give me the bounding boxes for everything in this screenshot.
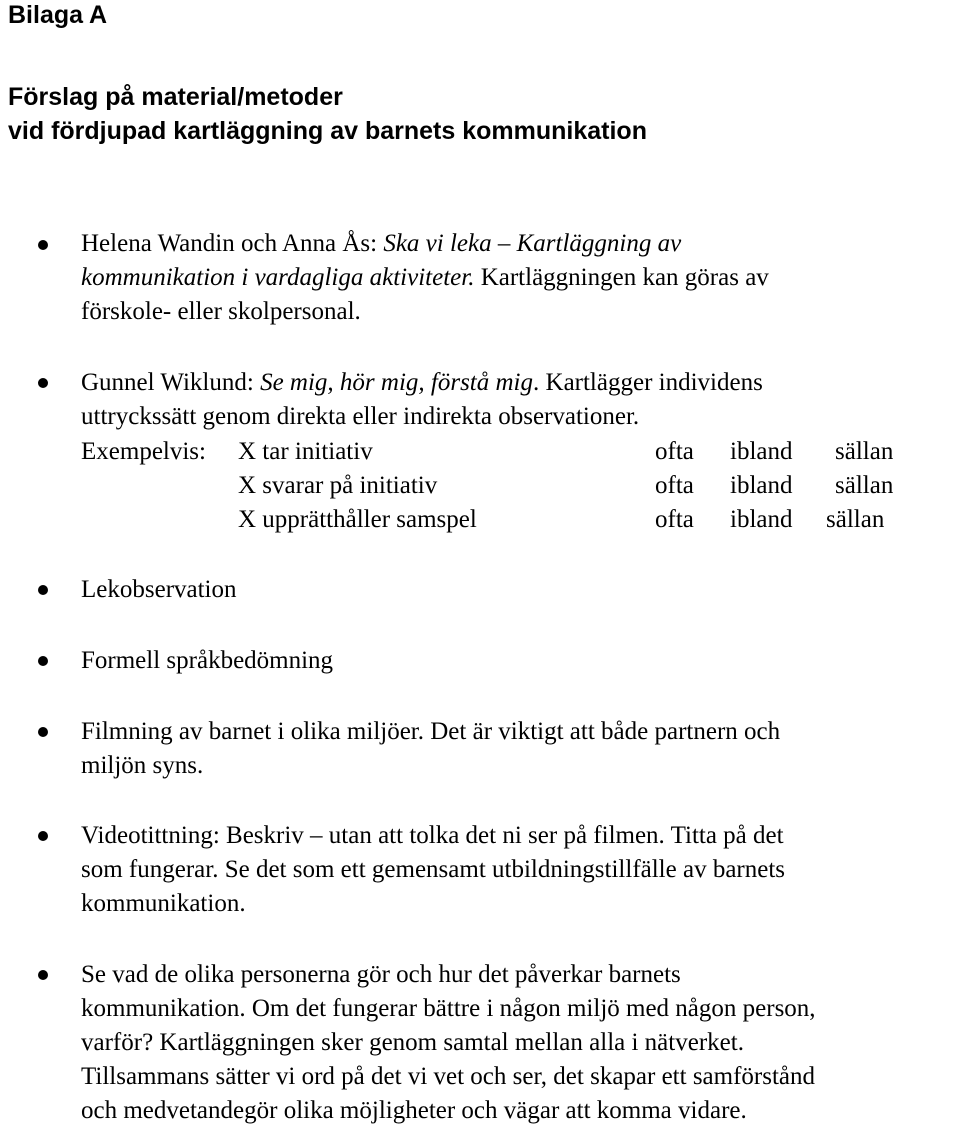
bullet-wandin-line-2: kommunikation i vardagliga aktiviteter. Kartläggningen kan göras av: [81, 264, 769, 291]
bullet-people-line-4: Tillsammans sätter vi ord på det vi vet och ser, det skapar ett samförstånd: [81, 1063, 816, 1090]
bullet-video-text: [81, 819, 951, 921]
example-label: Exempelvis:: [81, 438, 206, 465]
bullet-filming-text: [81, 715, 951, 783]
bullet-dot: [38, 240, 48, 250]
example-row-2-rarely: sällan: [835, 472, 894, 499]
bullet-dot: [38, 585, 48, 595]
bullet-people-line-2: kommunikation. Om det fungerar bättre i någon miljö med någon person,: [81, 995, 816, 1022]
bullet-wiklund-line-1: Gunnel Wiklund: Se mig, hör mig, förstå mig. Kartlägger individens: [81, 369, 763, 396]
bullet-wandin-text: [81, 227, 951, 329]
bullet-dot: [38, 727, 48, 737]
bullet-wandin-line-3: förskole- eller skolpersonal.: [81, 298, 361, 325]
bullet-wiklund-text: [81, 366, 951, 434]
bullet-people-line-5: och medvetandegör olika möjligheter och vägar att komma vidare.: [81, 1097, 747, 1124]
document-title: [8, 80, 647, 148]
bullet-filming-line-1: Filmning av barnet i olika miljöer. Det är viktigt att både partnern och: [81, 718, 781, 745]
bullet-play-line-1: Lekobservation: [81, 576, 237, 603]
example-row-1-rarely: sällan: [835, 438, 894, 465]
bullet-wandin-line-1: Helena Wandin och Anna Ås: Ska vi leka – Kartläggning av: [81, 230, 682, 257]
example-row-2-item: X svarar på initiativ: [238, 472, 438, 499]
bullet-dot: [38, 378, 48, 388]
bullet-people-line-3: varför? Kartläggningen sker genom samtal mellan alla i nätverket.: [81, 1029, 744, 1056]
example-row-2-often: ofta: [655, 472, 694, 499]
bullet-video-line-3: kommunikation.: [81, 890, 246, 917]
title-line-2: vid fördjupad kartläggning av barnets kommunikation: [8, 117, 647, 145]
title-line-1: Förslag på material/metoder: [8, 83, 343, 111]
example-row-1-item: X tar initiativ: [238, 438, 373, 465]
example-row-3-rarely: sällan: [826, 506, 885, 533]
bullet-dot: [38, 970, 48, 980]
bullet-video-line-1: Videotittning: Beskriv – utan att tolka det ni ser på filmen. Titta på det: [81, 822, 784, 849]
example-row-3-often: ofta: [655, 506, 694, 533]
example-row-1-often: ofta: [655, 438, 694, 465]
bullet-play-text: [81, 573, 951, 607]
appendix-label: Bilaga A: [8, 1, 108, 29]
bullet-formal-line-1: Formell språkbedömning: [81, 647, 334, 674]
example-row-1-sometimes: ibland: [730, 438, 793, 465]
example-row-3-sometimes: ibland: [730, 506, 793, 533]
example-row-2-sometimes: ibland: [730, 472, 793, 499]
example-row-3-item: X upprätthåller samspel: [238, 506, 477, 533]
bullet-people-line-1: Se vad de olika personerna gör och hur det påverkar barnets: [81, 961, 681, 988]
bullet-people-text: [81, 958, 951, 1128]
bullet-formal-text: [81, 644, 951, 678]
bullet-dot: [38, 831, 48, 841]
bullet-filming-line-2: miljön syns.: [81, 752, 204, 779]
bullet-wiklund-line-2: uttryckssätt genom direkta eller indirekta observationer.: [81, 403, 640, 430]
bullet-dot: [38, 656, 48, 666]
bullet-video-line-2: som fungerar. Se det som ett gemensamt utbildningstillfälle av barnets: [81, 856, 786, 883]
